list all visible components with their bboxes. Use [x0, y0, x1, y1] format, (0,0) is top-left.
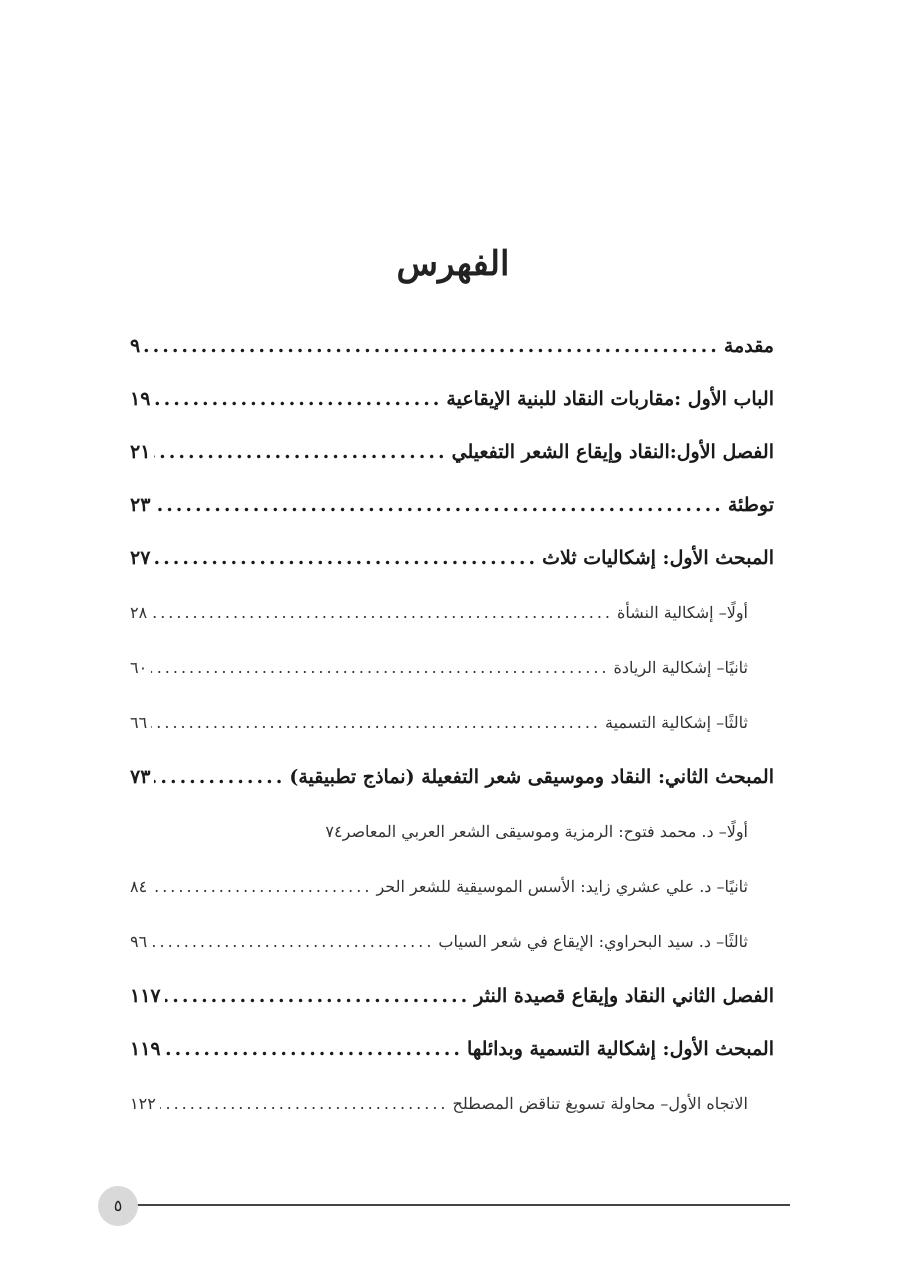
toc-entry-page: ١٢٢	[130, 1094, 156, 1113]
toc-entry-chapter-one	[130, 441, 774, 481]
toc-entry-page: ٢١	[130, 441, 151, 463]
toc-entry-label: ثانيًا– إشكالية الريادة	[613, 658, 748, 677]
toc-entry-sub	[130, 932, 774, 972]
toc-entry-label: الفصل الثاني النقاد وإيقاع قصيدة النثر	[474, 985, 774, 1007]
toc-entry-page: ٧٤	[325, 822, 343, 841]
toc-entry-page: ٧٣	[130, 766, 151, 788]
toc-entry-page: ٢٣	[130, 494, 151, 516]
footer-rule	[136, 1204, 790, 1206]
toc-entry-chapter-two	[130, 985, 774, 1025]
toc-entry-introduction	[130, 335, 774, 375]
toc-entry-label: ثالثًا– د. سيد البحراوي: الإيقاع في شعر السياب	[438, 932, 748, 951]
dot-leader	[151, 603, 613, 622]
toc-entry-label: أولًا– إشكالية النشأة	[617, 603, 748, 622]
toc-entry-page: ٦٠	[130, 658, 148, 677]
toc-entry-page: ١٩	[130, 388, 151, 410]
toc-entry-section-naming	[130, 1038, 774, 1078]
toc-entry-page: ٢٨	[130, 603, 148, 622]
toc-entry-page: ١١٩	[130, 1038, 161, 1060]
toc-entry-label: أولًا– د. محمد فتوح: الرمزية وموسيقى الشعر العربي المعاصر	[342, 822, 748, 841]
toc-entry-label: المبحث الأول: إشكاليات ثلاث	[542, 547, 774, 569]
dot-leader	[144, 335, 720, 357]
toc-entry-sub	[130, 603, 774, 643]
toc-entry-label: المبحث الأول: إشكالية التسمية وبدائلها	[467, 1038, 774, 1060]
toc-entry-sub	[130, 822, 774, 862]
toc-entry-label: الباب الأول :مقاربات النقاد للبنية الإيقاعية	[446, 388, 774, 410]
dot-leader	[154, 547, 538, 569]
page-title: الفهرس	[396, 244, 510, 284]
toc-entry-label: ثالثًا– إشكالية التسمية	[605, 713, 748, 732]
toc-entry-page: ٩	[130, 335, 141, 357]
toc-entry-page: ٦٦	[130, 713, 148, 732]
dot-leader	[154, 388, 442, 410]
dot-leader	[151, 877, 372, 896]
dot-leader	[154, 494, 723, 516]
toc-entry-page: ١١٧	[130, 985, 161, 1007]
dot-leader	[165, 985, 471, 1007]
toc-entry-label: توطئة	[727, 494, 774, 516]
toc-entry-sub	[130, 713, 774, 753]
toc-entry-label: ثانيًا– د. علي عشري زايد: الأسس الموسيقية للشعر الحر	[376, 877, 748, 896]
toc-entry-sub	[130, 1094, 774, 1134]
toc-entry-sub	[130, 658, 774, 698]
page-number-badge: ٥	[98, 1186, 138, 1226]
dot-leader	[154, 441, 447, 463]
dot-leader	[151, 713, 601, 732]
toc-entry-page: ٢٧	[130, 547, 151, 569]
toc-entry-label: المبحث الثاني: النقاد وموسيقى شعر التفعيلة (نماذج تطبيقية)	[289, 766, 774, 788]
toc-entry-section-two	[130, 766, 774, 806]
toc-entry-label: مقدمة	[723, 335, 774, 357]
toc-entry-preface	[130, 494, 774, 534]
toc-entry-part-one	[130, 388, 774, 428]
dot-leader	[154, 766, 285, 788]
toc-entry-label: الفصل الأول:النقاد وإيقاع الشعر التفعيلي	[451, 441, 774, 463]
toc-entry-page: ٨٤	[130, 877, 148, 896]
toc-entry-sub	[130, 877, 774, 917]
toc-entry-page: ٩٦	[130, 932, 148, 951]
toc-entry-section-one	[130, 547, 774, 587]
dot-leader	[160, 1094, 449, 1113]
dot-leader	[165, 1038, 463, 1060]
toc-entry-label: الاتجاه الأول– محاولة تسويغ تناقض المصطلح	[452, 1094, 748, 1113]
dot-leader	[151, 932, 434, 951]
dot-leader	[151, 658, 609, 677]
